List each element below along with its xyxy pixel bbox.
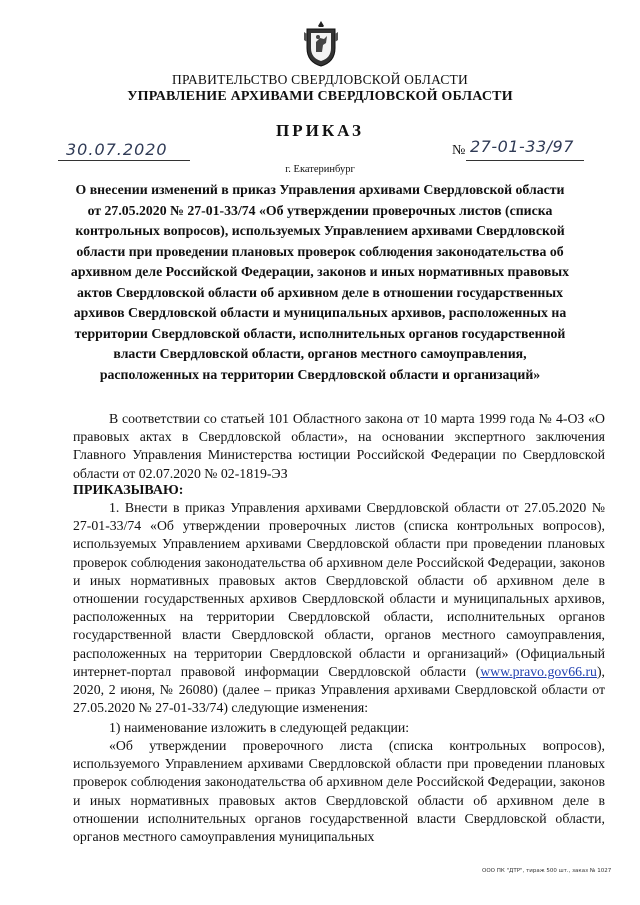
quoted-title-paragraph: «Об утверждении проверочного листа (списка контрольных вопросов), используемого Управлением архивами Свердловской области при проведении плановых проверок соблюдения законодательства об архивном деле Российской Федерации, законов и иных нормативных правовых актов Свердловской области об архивном деле в отношении исполнительных органов государственной власти Свердловской области, органов местного самоуправления муниципальных xyxy=(73,738,605,845)
handwritten-date: 30.07.2020 xyxy=(66,140,168,159)
subitem-1-paragraph: 1) наименование изложить в следующей редакции: xyxy=(109,720,410,735)
city: г. Екатеринбург xyxy=(285,164,355,175)
coat-of-arms-icon xyxy=(302,18,340,68)
document-type: ПРИКАЗ xyxy=(276,121,364,140)
order-word: ПРИКАЗЫВАЮ: xyxy=(73,483,184,498)
preamble-paragraph: В соответствии со статьей 101 Областного закона от 10 марта 1999 года № 4-ОЗ «О правовых актах в Свердловской области», на основании экспертного заключения Главного Управления Министерства юстиции Российской Федерации по Свердловской области от 02.07.2020 № 02-1819-ЭЗ xyxy=(73,411,605,481)
document-title: О внесении изменений в приказ Управления архивами Свердловской области от 27.05.2020 № 27-01-33/74 «Об утверждении проверочных листов (списка контрольных вопросов), используемых Управлением архивами Свердловской области при проведении плановых проверок соблюдения законодательства об архивном деле Российской Федерации, законов и иных нормативных правовых актов Свердловской области об архивном деле в отношении государственных архивов Свердловской области и муниципальных архивов, расположенных на территории Свердловской области, исполнительных органов государственной власти Свердловской области, органов местного самоуправления, расположенных на территории Свердловской области и организаций» xyxy=(70,182,570,382)
date-underline xyxy=(58,160,190,161)
item-1-text-end: ), 2020, 2 июня, № 26080) (далее – приказ Управления архивами Свердловской области от 27.05.2020 № 27-01-33/74) следующие изменения: xyxy=(73,663,605,716)
number-underline xyxy=(466,160,584,161)
item-1-text-start: 1. Внести в приказ Управления архивами Свердловской области от 27.05.2020 № 27-01-33/74 «Об утверждении проверочных листов (списка контрольных вопросов), используемых Управлением архивами Свердловской области при проведении плановых проверок соблюдения законодательства об архивном деле Российской Федерации, законов и иных нормативных правовых актов Свердловской области об архивном деле в отношении государственных архивов Свердловской области и муниципальных архивов, расположенных на территории Свердловской области, исполнительных органов государственной власти Свердловской области, органов местного самоуправления, расположенных на территории Свердловской области и организаций» (Официальный интернет-портал правовой информации Свердловской области ( xyxy=(73,500,605,679)
department-name: УПРАВЛЕНИЕ АРХИВАМИ СВЕРДЛОВСКОЙ ОБЛАСТИ xyxy=(127,89,513,104)
pravo-portal-link[interactable]: www.pravo.gov66.ru xyxy=(480,663,597,679)
print-footer: ООО ПК "ДТР", тираж 500 шт., заказ № 1027 xyxy=(482,868,612,874)
handwritten-number: 27-01-33/97 xyxy=(470,137,574,156)
government-name: ПРАВИТЕЛЬСТВО СВЕРДЛОВСКОЙ ОБЛАСТИ xyxy=(172,72,468,87)
number-prefix: № xyxy=(452,143,466,158)
item-1-paragraph xyxy=(73,499,605,717)
